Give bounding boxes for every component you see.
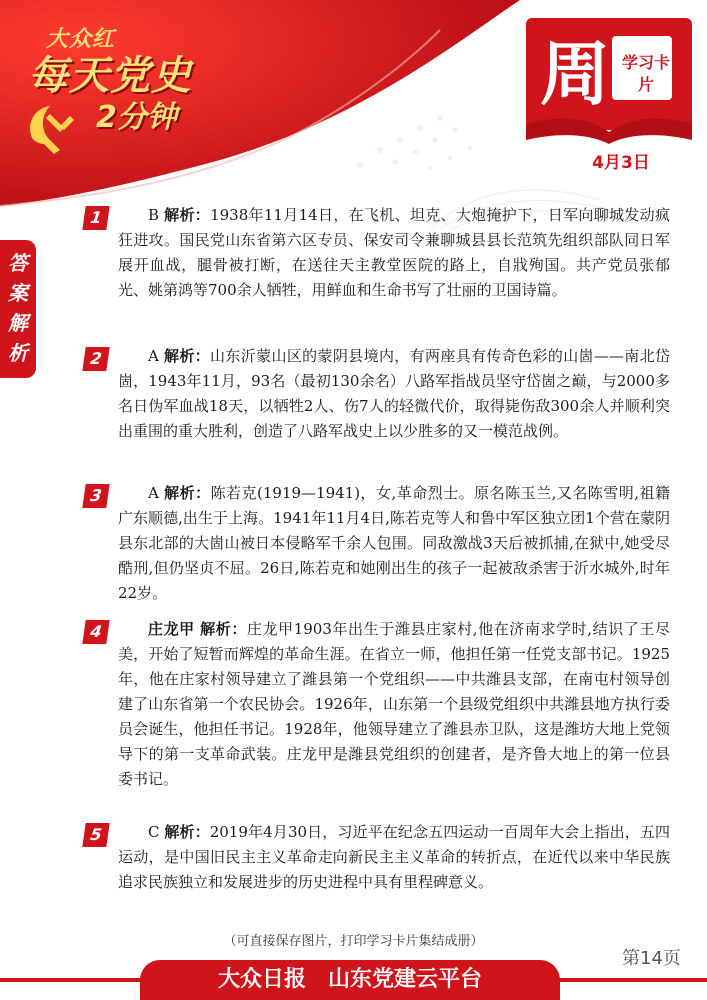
analysis-label: 解析： [163,347,211,365]
footer-publisher: 大众日报 山东党建云平台 [217,967,482,992]
party-emblem-icon [20,100,78,158]
card-week-char: 周 [540,33,610,115]
card-date: 4月3日 [592,153,650,173]
analysis-text: 山东沂蒙山区的蒙阴县境内，有两座具有传奇色彩的山崮——南北岱崮，1943年11月，93名（最初130余名）八路军指战员坚守岱崮之巅，与2000多名日伪军血战18天，以牺牲2人、伤7人的轻微代价，取得毙伤敌300余人并顺利突出重围的重大胜利，创造了八路军战史上以少胜多的又一模范战例。 [118,347,670,440]
analysis-label: 解析： [200,620,247,638]
answer-number-2: 2 [82,347,109,371]
side-tab-char: 解 [8,311,28,335]
logo-line-1: 大众红 [46,27,116,52]
answer-choice: A [148,347,159,365]
page-number: 第14页 [622,948,681,969]
card-label: 学习卡片 [621,53,670,94]
answer-number-1: 1 [82,206,109,230]
answer-analysis-tab [0,240,36,378]
answer-choice: C [148,823,160,841]
analysis-label: 解析： [164,206,211,224]
analysis-text: 庄龙甲1903年出生于潍县庄家村,他在济南求学时,结识了王尽美，开始了短暂而辉煌的革命生涯。在省立一师，他担任第一任党支部书记。1925年，他在庄家村领导建立了潍县第一个党组织——中共潍县支部，在南屯村领导创建了山东省第一个农民协会。1926年，山东第一个县级党组织中共潍县地方执行委员会诞生，他担任书记。1928年，他领导建立了潍县赤卫队，这是潍坊大地上党领导下的第一支革命武装。庄龙甲是潍县党组织的创建者，是齐鲁大地上的第一位县委书记。 [118,620,670,788]
answer-paragraph-1 [118,203,670,303]
answer-choice: B [148,206,160,224]
analysis-text: 1938年11月14日，在飞机、坦克、大炮掩护下，日军向聊城发动疯狂进攻。国民党山东省第六区专员、保安司令兼聊城县县长范筑先组织部队同日军展开血战，腿骨被打断，在送往天主教堂医院的路上，自戕殉国。共产党员张郁光、姚第鸿等700余人牺牲，用鲜血和生命书写了壮丽的卫国诗篇。 [118,206,670,299]
answer-number-4: 4 [82,620,109,644]
answer-paragraph-4 [118,617,670,792]
logo-line-2: 每天党史 [28,53,192,99]
answer-choice: A [148,484,159,502]
save-print-note: （可直接保存图片，打印学习卡片集结成册） [223,934,484,949]
analysis-text: 陈若克(1919—1941)，女,革命烈士。原名陈玉兰,又名陈雪明,祖籍广东顺德,出生于上海。1941年11月4日,陈若克等人和鲁中军区独立团1个营在蒙阴县东北部的大崮山被日本侵略军千余人包围。同敌激战3天后被抓捕,在狱中,她受尽酷刑,但仍坚贞不屈。26日,陈若克和她刚出生的孩子一起被敌杀害于沂水城外,时年22岁。 [118,484,670,602]
answer-paragraph-3 [118,481,670,606]
side-tab-char: 析 [8,341,28,365]
answer-paragraph-2 [118,344,670,444]
analysis-label: 解析： [164,823,210,841]
answer-paragraph-5 [118,820,670,895]
side-tab-char: 案 [8,281,28,305]
side-tab-char: 答 [8,251,28,275]
analysis-text: 2019年4月30日，习近平在纪念五四运动一百周年大会上指出，五四运动，是中国旧民主主义革命走向新民主主义革命的转折点，在近代以来中华民族追求民族独立和发展进步的历史进程中具有里程碑意义。 [118,823,670,891]
answer-number-3: 3 [82,484,109,508]
logo-line-3: 2分钟 [96,100,177,135]
analysis-label: 解析： [164,484,211,502]
answer-choice: 庄龙甲 [148,620,195,638]
answer-number-5: 5 [82,823,109,847]
